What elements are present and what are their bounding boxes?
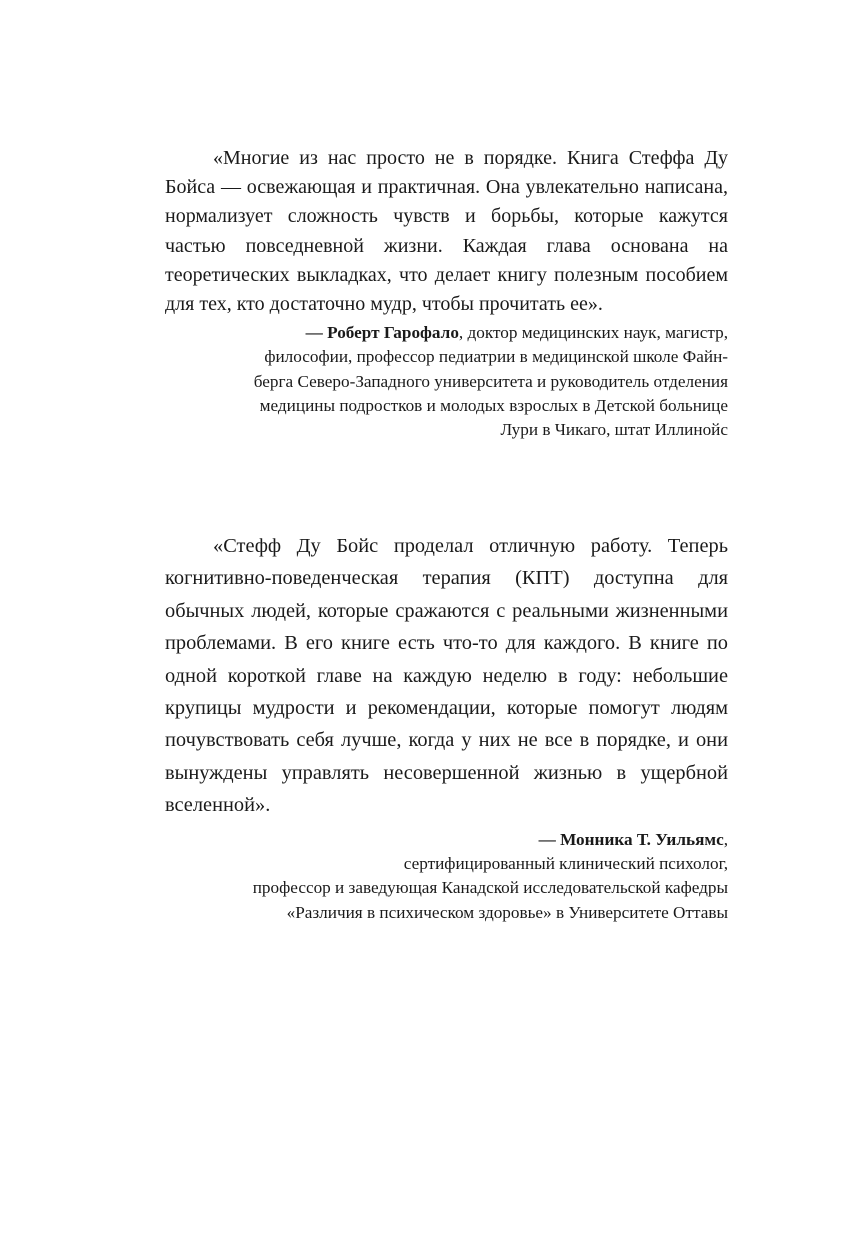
testimonial-attribution xyxy=(165,828,728,926)
attribution-line: берга Северо-Западного университета и руководитель отделения xyxy=(253,371,728,391)
testimonial-quote: «Многие из нас просто не в порядке. Книга Стеффа Ду Бойса — освежающая и практичная. Она увлекательно написана, нормализует сложность чувств и борьбы, которые кажутся частью повседневной жизни. Каждая глава основана на теоретических выкладках, что делает книгу полезным пособием для тех, кто достаточно мудр, чтобы прочитать ее». xyxy=(165,147,728,316)
testimonial-2 xyxy=(165,530,728,925)
testimonial-1 xyxy=(165,144,728,442)
attribution-line xyxy=(165,828,728,852)
attribution-line: профессор и заведующая Канадской исследовательской кафедры xyxy=(252,878,728,898)
author-name: — Роберт Гарофало xyxy=(305,323,459,343)
attribution-line: Лури в Чикаго, штат Иллинойс xyxy=(500,420,728,440)
attribution-line: «Различия в психическом здоровье» в Университете Оттавы xyxy=(286,902,728,922)
author-credentials: , xyxy=(723,829,728,849)
attribution-line: медицины подростков и молодых взрослых в Детской больнице xyxy=(259,395,728,415)
author-name: — Монника Т. Уильямс xyxy=(538,829,724,849)
attribution-line xyxy=(165,321,728,345)
author-credentials: , доктор медицинских наук, магистр, xyxy=(458,323,728,343)
testimonial-quote: «Стефф Ду Бойс проделал отличную работу. Теперь когнитивно-поведенческая терапия (КПТ) доступна для обычных людей, которые сражаются с реальными жизненными проблемами. В его книге есть что-то для каждого. В книге по одной короткой главе на каждую неделю в году: небольшие крупицы мудрости и рекомендации, которые помогут людям почувствовать себя лучше, когда у них не все в порядке, и они вынуждены управлять несовершенной жизнью в ущербной вселенной». xyxy=(165,535,728,817)
testimonial-attribution xyxy=(165,321,728,442)
attribution-line: сертифицированный клинический психолог, xyxy=(403,854,728,874)
attribution-line: философии, профессор педиатрии в медицинской школе Файн- xyxy=(264,347,728,367)
